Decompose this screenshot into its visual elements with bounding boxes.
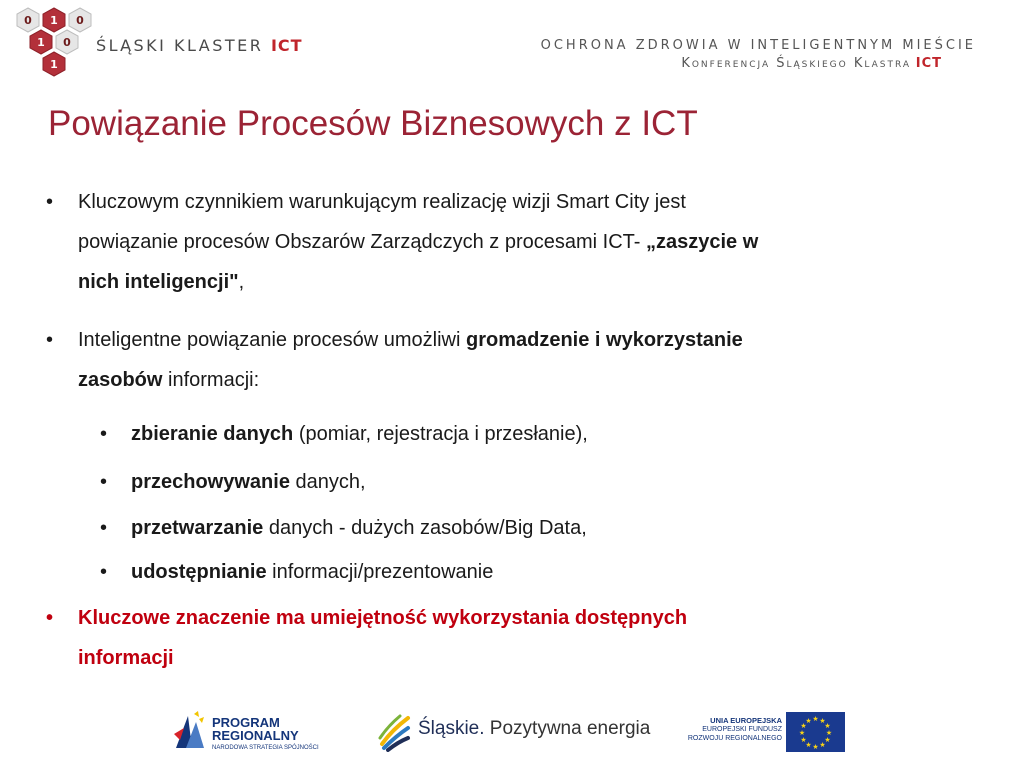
svg-text:★: ★: [805, 717, 812, 725]
bullet-mark: •: [46, 607, 54, 629]
hex-digit: 1: [50, 14, 58, 27]
eu-fund-text: [682, 716, 782, 743]
svg-text:★: ★: [800, 736, 807, 744]
bullet-mark: •: [46, 329, 54, 351]
program-regionalny-text: [212, 716, 299, 742]
svg-text:★: ★: [798, 729, 806, 737]
bullet-mark: •: [100, 423, 108, 445]
text-run: danych - dużych zasobów/Big Data,: [263, 517, 587, 539]
text-run: Kluczowe znaczenie ma umiejętność wykorzystania dostępnych: [78, 607, 688, 629]
program-line: REGIONALNY: [212, 728, 299, 743]
brand-accent: ICT: [270, 36, 303, 55]
text-run-bold: przetwarzanie: [131, 517, 264, 539]
svg-text:★: ★: [824, 736, 831, 744]
conference-title: OCHRONA ZDROWIA W INTELIGENTNYM MIEŚCIE: [540, 38, 976, 53]
text-run: danych,: [289, 471, 366, 493]
svg-text:★: ★: [819, 717, 826, 725]
svg-text:★: ★: [812, 715, 819, 723]
text-run-bold: gromadzenie i wykorzystanie: [466, 329, 743, 351]
conference-subtitle: Konferencja Śląskiego Klastra: [681, 56, 911, 71]
eu-line: ROZWOJU REGIONALNEGO: [687, 735, 782, 742]
bullet-text: [78, 182, 968, 302]
conference-subtitle-accent: ICT: [915, 56, 942, 71]
hex-digit: 0: [24, 14, 32, 27]
text-run-bold: zbieranie danych: [131, 423, 294, 445]
brand-text: ŚLĄSKI KLASTER: [96, 36, 264, 55]
text-run: ,: [238, 271, 245, 293]
hex-digit: 1: [37, 36, 45, 49]
sub-bullet-text: [131, 462, 1021, 502]
bullet-mark: •: [100, 517, 108, 539]
eu-flag-icon: [786, 712, 845, 752]
text-run-bold: „zaszycie w: [646, 231, 759, 253]
highlight-bullet-text: [78, 598, 968, 678]
slaskie-name: Śląskie.: [418, 718, 485, 739]
text-run-bold: udostępnianie: [131, 561, 267, 583]
svg-text:★: ★: [800, 722, 807, 730]
text-run: informacji: [78, 647, 174, 669]
text-run: Kluczowym czynnikiem warunkującym realizację wizji Smart City jest: [78, 191, 686, 213]
cluster-brand-name: [96, 36, 303, 55]
svg-text:★: ★: [824, 722, 831, 730]
sub-bullet-text: [131, 508, 1021, 548]
program-line: PROGRAM: [212, 715, 280, 730]
text-run-bold: przechowywanie: [131, 471, 290, 493]
slaskie-tagline: Pozytywna energia: [484, 718, 651, 739]
text-run: Inteligentne powiązanie procesów umożliwi: [78, 329, 466, 351]
hex-digit: 1: [50, 58, 58, 71]
svg-text:★: ★: [825, 729, 833, 737]
bullet-mark: •: [100, 471, 108, 493]
text-run: (pomiar, rejestracja i przesłanie),: [293, 423, 588, 445]
text-run-bold: zasobów: [78, 369, 163, 391]
bullet-text: [78, 320, 968, 400]
sub-bullet-text: [131, 414, 1021, 454]
text-run: informacji/prezentowanie: [266, 561, 494, 583]
cluster-logo-hexagons: [12, 6, 104, 92]
svg-text:★: ★: [819, 741, 826, 749]
sub-bullet-text: [131, 552, 1021, 592]
text-run-bold: nich inteligencji": [78, 271, 239, 293]
svg-text:★: ★: [805, 741, 812, 749]
slaskie-logo-icon: [378, 712, 412, 752]
svg-text:★: ★: [812, 743, 819, 751]
bullet-mark: •: [46, 191, 54, 213]
bullet-mark: •: [100, 561, 108, 583]
hex-digit: 0: [76, 14, 84, 27]
slide-title: Powiązanie Procesów Biznesowych z ICT: [48, 104, 698, 143]
eu-line: UNIA EUROPEJSKA: [710, 716, 782, 725]
eu-line: EUROPEJSKI FUNDUSZ: [702, 726, 782, 733]
european-funds-logo-icon: [172, 708, 208, 752]
footer-logos: [0, 700, 1024, 768]
text-run: powiązanie procesów Obszarów Zarządczych z procesami ICT-: [78, 231, 646, 253]
text-run: informacji:: [162, 369, 260, 391]
program-strategy-text: NARODOWA STRATEGIA SPÓJNOŚCI: [212, 745, 319, 751]
hex-digit: 0: [63, 36, 71, 49]
slaskie-brand-text: [418, 718, 650, 740]
